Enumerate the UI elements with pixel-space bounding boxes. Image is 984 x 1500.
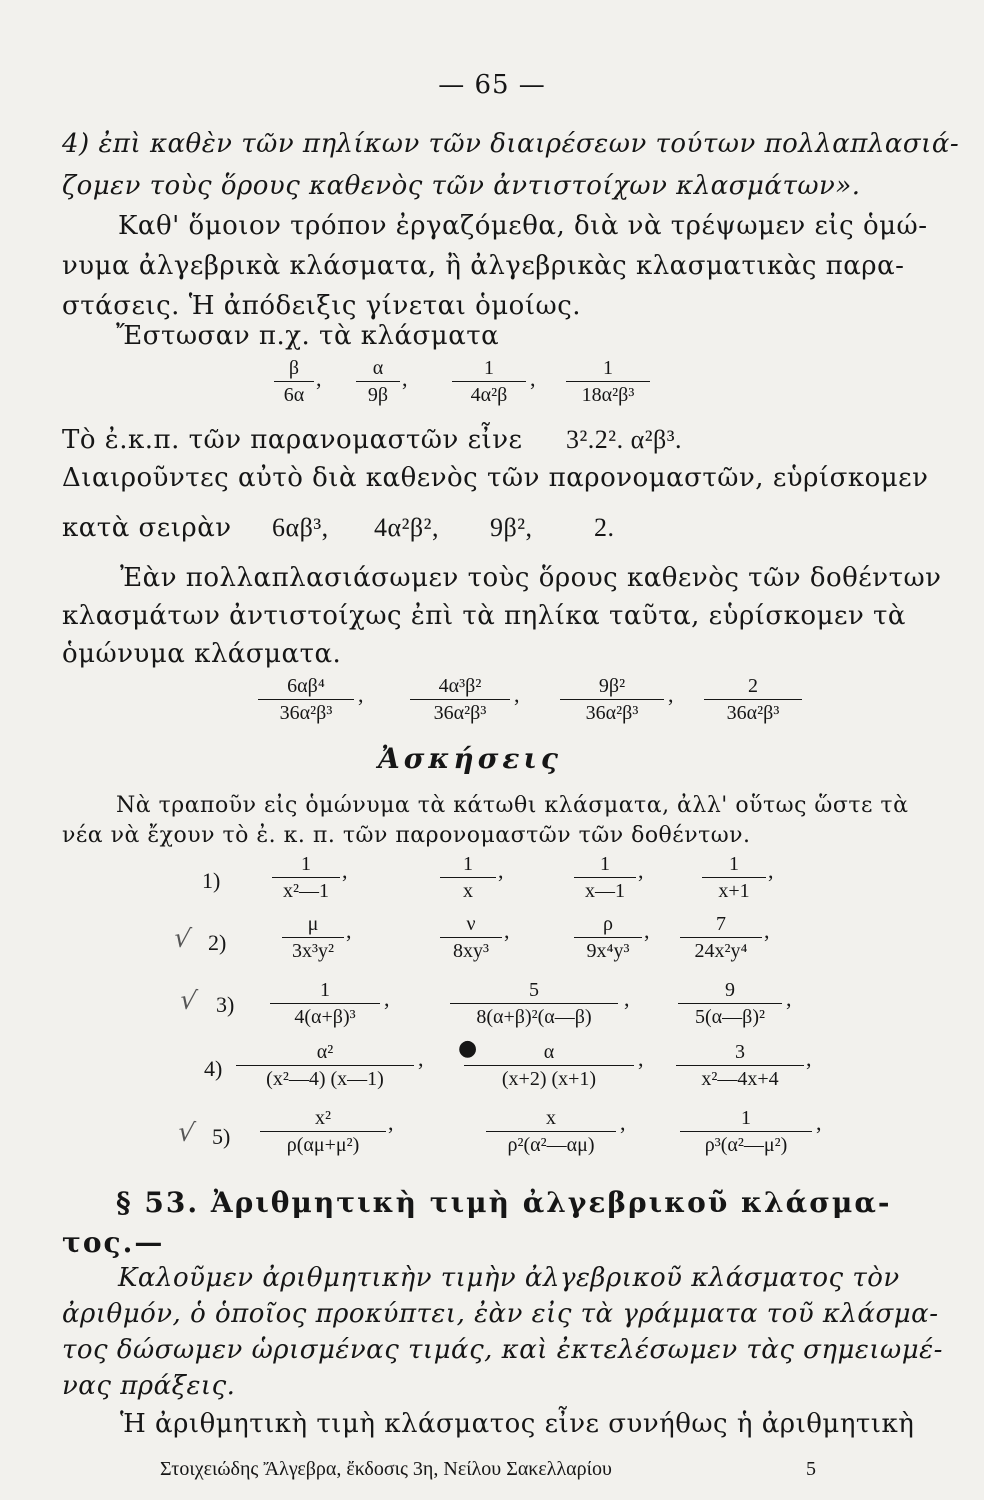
page-number: — 65 — xyxy=(438,70,546,100)
denominator: ρ(αμ+μ²) xyxy=(286,1134,360,1156)
multiply-line: κλασμάτων ἀντιστοίχως ἐπὶ τὰ πηλίκα ταῦτα, εὑρίσκομεν τὰ xyxy=(62,601,906,631)
numerator: α² xyxy=(316,1041,334,1063)
quotient: 2. xyxy=(594,513,615,542)
numerator: 1 xyxy=(463,853,473,875)
exercise-fraction xyxy=(486,1106,616,1157)
exercise-fraction xyxy=(676,1040,804,1091)
paragraph-line: Καθ' ὅμοιον τρόπον ἐργαζόμεθα, διὰ νὰ τρέψωμεν εἰς ὁμώ- xyxy=(118,211,928,241)
exercise-fraction xyxy=(260,1106,386,1157)
numerator: 5 xyxy=(529,979,539,1001)
lcm-value: 3².2². α²β³. xyxy=(566,425,683,454)
numerator: 9 xyxy=(725,979,735,1001)
quotient: 9β², xyxy=(490,513,533,542)
check-mark-icon: √ xyxy=(171,922,193,956)
exercise-number: 1) xyxy=(202,868,221,893)
denominator: 18α²β³ xyxy=(581,384,635,406)
quotient: 4α²β², xyxy=(374,513,439,542)
numerator: 7 xyxy=(716,913,726,935)
result-fraction xyxy=(560,674,664,725)
exercise-fraction xyxy=(464,1040,634,1091)
numerator: ν xyxy=(466,913,476,935)
exercise-fraction xyxy=(574,852,636,903)
exercise-fraction xyxy=(702,852,766,903)
denominator: 5(α—β)² xyxy=(695,1006,765,1028)
denominator: 9β xyxy=(367,384,389,406)
example-fraction xyxy=(566,356,650,407)
numerator: 1 xyxy=(741,1107,751,1129)
check-mark-icon: √ xyxy=(175,1116,197,1150)
lcm-text: Τὸ ἐ.κ.π. τῶν παρανομαστῶν εἶνε xyxy=(62,425,523,455)
signature-mark: 5 xyxy=(806,1458,816,1480)
exercise-fraction xyxy=(272,852,340,903)
section-title: § 53. Ἀριθμητικὴ τιμὴ ἀλγεβρικοῦ κλάσμα- xyxy=(116,1186,892,1219)
exercise-number: 3) xyxy=(216,992,235,1017)
body-line: Ἡ ἀριθμητικὴ τιμὴ κλάσματος εἶνε συνήθως ἡ ἀριθμητικὴ xyxy=(120,1409,915,1439)
denominator: 36α²β³ xyxy=(433,702,487,724)
numerator: 9β² xyxy=(598,675,626,697)
exercise-fraction xyxy=(270,978,380,1029)
numerator: x xyxy=(546,1107,556,1129)
denominator: 3x³y² xyxy=(292,940,334,962)
numerator: 1 xyxy=(484,357,494,379)
denominator: 36α²β³ xyxy=(279,702,333,724)
example-fraction xyxy=(452,356,526,407)
check-mark-icon: √ xyxy=(177,984,199,1018)
numerator: 1 xyxy=(320,979,330,1001)
denominator: ρ³(α²—μ²) xyxy=(704,1134,788,1156)
denominator: x+1 xyxy=(718,880,750,902)
quotients-label: κατὰ σειρὰν xyxy=(62,513,232,543)
exercise-fraction xyxy=(680,1106,812,1157)
exercise-fraction xyxy=(680,912,762,963)
denominator: 36α²β³ xyxy=(726,702,780,724)
numerator: α xyxy=(543,1041,555,1063)
numerator: μ xyxy=(307,913,319,935)
exercise-fraction xyxy=(678,978,782,1029)
numerator: ρ xyxy=(603,913,613,935)
ink-dot: ● xyxy=(458,1036,478,1061)
result-fraction xyxy=(258,674,354,725)
exercise-fraction xyxy=(440,852,496,903)
exercises-intro: νέα νὰ ἔχουν τὸ ἐ. κ. π. τῶν παρονομαστῶν τῶν δοθέντων. xyxy=(62,823,751,848)
definition-line: Καλοῦμεν ἀριθμητικὴν τιμὴν ἀλγεβρικοῦ κλάσματος τὸν xyxy=(118,1263,900,1293)
divide-line: Διαιροῦντες αὐτὸ διὰ καθενὸς τῶν παρονομαστῶν, εὑρίσκομεν xyxy=(62,463,929,493)
result-fraction xyxy=(704,674,802,725)
exercises-heading: Ἀσκήσεις xyxy=(378,742,562,775)
example-fraction xyxy=(356,356,400,407)
denominator: 8(α+β)²(α—β) xyxy=(476,1006,592,1028)
result-fraction xyxy=(410,674,510,725)
exercise-fraction xyxy=(282,912,344,963)
numerator: 4α³β² xyxy=(438,675,482,697)
denominator: (x+2) (x+1) xyxy=(501,1068,597,1090)
denominator: 8xy³ xyxy=(453,940,489,962)
denominator: x²—4x+4 xyxy=(701,1068,779,1090)
exercise-fraction xyxy=(440,912,502,963)
example-fraction xyxy=(274,356,314,407)
denominator: 4α²β xyxy=(470,384,508,406)
paragraph-line: 4) ἐπὶ καθὲν τῶν πηλίκων τῶν διαιρέσεων τούτων πολλαπλασιά- xyxy=(62,129,960,159)
numerator: 6αβ⁴ xyxy=(287,675,325,697)
paragraph-line: ζομεν τοὺς ὅρους καθενὸς τῶν ἀντιστοίχων κλασμάτων». xyxy=(62,171,861,201)
denominator: (x²—4) (x—1) xyxy=(266,1068,384,1090)
numerator: 1 xyxy=(301,853,311,875)
denominator: 6α xyxy=(283,384,305,406)
numerator: β xyxy=(288,357,300,379)
definition-line: τος δώσωμεν ὡρισμένας τιμάς, καὶ ἐκτελέσωμεν τὰς σημειωμέ- xyxy=(62,1335,943,1365)
exercise-fraction xyxy=(574,912,642,963)
paragraph-line: στάσεις. Ἡ ἀπόδειξις γίνεται ὁμοίως. xyxy=(62,291,582,321)
denominator: x²—1 xyxy=(283,880,329,902)
denominator: x—1 xyxy=(585,880,625,902)
exercise-fraction xyxy=(236,1040,414,1091)
exercise-number: 5) xyxy=(212,1124,231,1149)
numerator: 1 xyxy=(600,853,610,875)
denominator: 36α²β³ xyxy=(585,702,639,724)
numerator: 3 xyxy=(735,1041,745,1063)
denominator: 9x⁴y³ xyxy=(586,940,630,962)
numerator: 1 xyxy=(603,357,613,379)
footer-text: Στοιχειώδης Ἄλγεβρα, ἔκδοσις 3η, Νείλου Σακελλαρίου xyxy=(160,1458,612,1480)
numerator: 2 xyxy=(748,675,758,697)
numerator: x² xyxy=(315,1107,331,1129)
paragraph-line: Ἔστωσαν π.χ. τὰ κλάσματα xyxy=(116,321,500,351)
section-title-continued: τος.— xyxy=(62,1226,165,1259)
denominator: ρ²(α²—αμ) xyxy=(507,1134,595,1156)
exercise-number: 4) xyxy=(204,1056,223,1081)
multiply-line: ὁμώνυμα κλάσματα. xyxy=(62,639,342,669)
definition-line: νας πράξεις. xyxy=(62,1371,236,1401)
denominator: x xyxy=(463,880,473,902)
numerator: α xyxy=(372,357,384,379)
multiply-line: Ἐὰν πολλαπλασιάσωμεν τοὺς ὅρους καθενὸς τῶν δοθέντων xyxy=(120,563,942,593)
book-page: — 65 — 4) ἐπὶ καθὲν τῶν πηλίκων τῶν διαιρέσεων τούτων πολλαπλασιά- ζομεν τοὺς ὅρους καθενὸς τῶν ἀντιστοίχων κλασμάτων». Καθ' ὅμοιον τρόπον ἐργαζόμεθα, διὰ νὰ τρέψωμεν εἰς ὁμώ- νυμα ἀλγεβρικὰ κλάσματα, ἢ ἀλγεβρικὰς κλασματικὰς παρα- στάσεις. Ἡ ἀπόδειξις γίνεται ὁμοίως. Ἔστωσαν π.χ. τὰ κλάσματα β 6α , α 9β , 1 4α²β , 1 18α²β³ Τὸ ἐ.κ.π. τῶν παρανομαστῶν εἶνε 3².2². α²β³. Διαιροῦντες αὐτὸ διὰ καθενὸς τῶν παρονομαστῶν, εὑρίσκομεν κατὰ σειρὰν 6αβ³, 4α²β², 9β², 2. Ἐὰν πολλαπλασιάσωμεν τοὺς ὅρους καθενὸς τῶν δοθέντων κλασμάτων ἀντιστοίχως ἐπὶ τὰ πηλίκα ταῦτα, εὑρίσκομεν τὰ ὁμώνυμα κλάσματα. 6αβ⁴ 36α²β³ , 4α³β² 36α²β³ , 9β² 36α²β³ , 2 36α²β³ Ἀσκήσεις Νὰ τραποῦν εἰς ὁμώνυμα τὰ κάτωθι κλάσματα, ἀλλ' οὕτως ὥστε τὰ νέα νὰ ἔχουν τὸ ἐ. κ. π. τῶν παρονομαστῶν τῶν δοθέντων. 1) 1 x²—1 , 1 x , 1 x—1 , 1 x+1 , √ 2) μ 3x³y² , ν 8xy³ , ρ 9x⁴y³ , 7 24x²y⁴ , √ 3) 1 4(α+β)³ , 5 8(α+β)²(α—β) , 9 5(α—β)² , 4) α² (x²—4) (x—1) , ● α (x+2) (x+1) , 3 x²—4x+4 , √ 5) x² ρ(αμ+μ²) , x ρ²(α²—αμ) , 1 ρ³(α²—μ²) , § 53. Ἀριθμητικὴ τιμὴ ἀλγεβρικοῦ κλάσμα- τος.— Καλοῦμεν ἀριθμητικὴν τιμὴν ἀλγεβρικοῦ κλάσματος τὸν ἀριθμόν, ὁ ὁποῖος προκύπτει, ἐὰν εἰς τὰ γράμματα τοῦ κλάσμα- τος δώσωμεν ὡρισμένας τιμάς, καὶ ἐκτελέσωμεν τὰς σημειωμέ- νας πράξεις. Ἡ ἀριθμητικὴ τιμὴ κλάσματος εἶνε συνήθως ἡ ἀριθμητικὴ Στοιχειώδης Ἄλγεβρα, ἔκδοσις 3η, Νείλου Σακελλαρίου 5 xyxy=(0,0,984,1500)
exercises-intro: Νὰ τραποῦν εἰς ὁμώνυμα τὰ κάτωθι κλάσματα, ἀλλ' οὕτως ὥστε τὰ xyxy=(116,793,909,818)
exercise-number: 2) xyxy=(208,930,227,955)
numerator: 1 xyxy=(729,853,739,875)
denominator: 4(α+β)³ xyxy=(294,1006,356,1028)
quotient: 6αβ³, xyxy=(272,513,329,542)
definition-line: ἀριθμόν, ὁ ὁποῖος προκύπτει, ἐὰν εἰς τὰ γράμματα τοῦ κλάσμα- xyxy=(62,1299,939,1329)
paragraph-line: νυμα ἀλγεβρικὰ κλάσματα, ἢ ἀλγεβρικὰς κλασματικὰς παρα- xyxy=(62,251,905,281)
exercise-fraction xyxy=(450,978,618,1029)
denominator: 24x²y⁴ xyxy=(694,940,748,962)
